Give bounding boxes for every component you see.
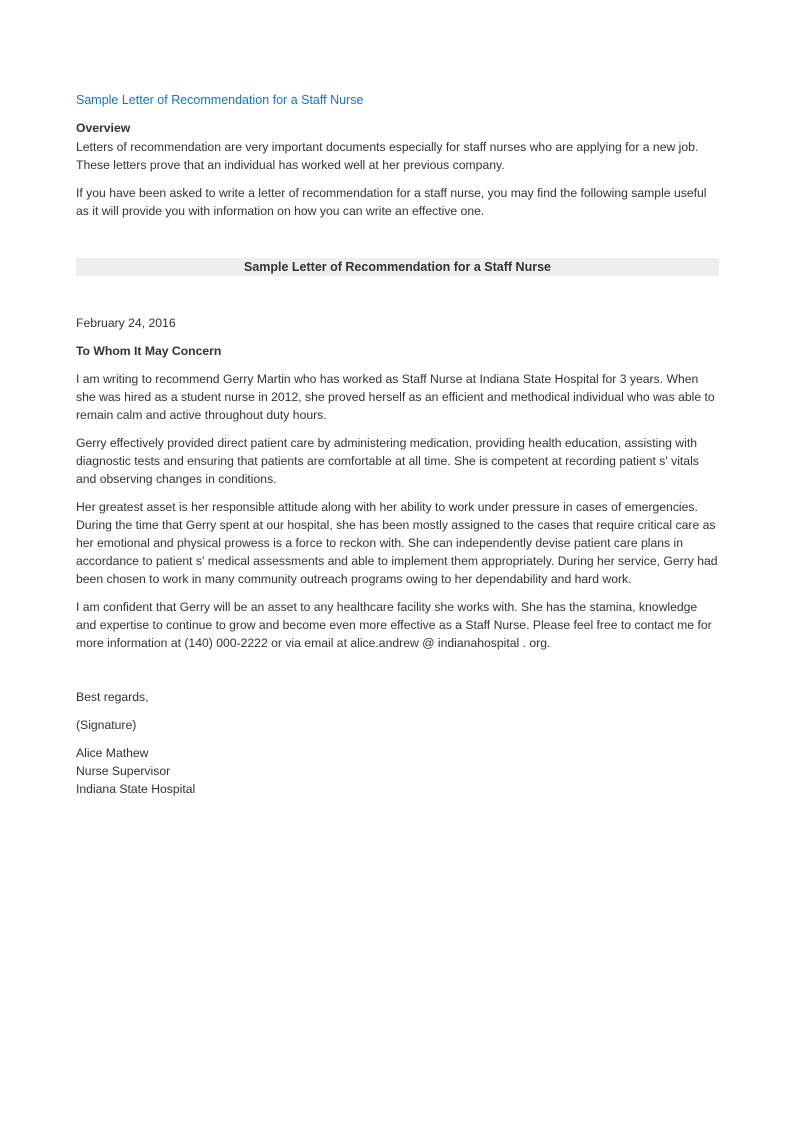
overview-paragraph-2: If you have been asked to write a letter of recommendation for a staff nurse, you may find the following sample useful as it will provide you with information on how you can write an effective one. xyxy=(76,186,707,218)
letter-signature: (Signature) xyxy=(76,718,137,732)
sender-block xyxy=(76,744,719,798)
letter-banner: Sample Letter of Recommendation for a Staff Nurse xyxy=(76,258,719,276)
overview-paragraph-1: Letters of recommendation are very important documents especially for staff nurses who are applying for a new job. These letters prove that an individual has worked well at her previous company. xyxy=(76,140,699,172)
document-title: Sample Letter of Recommendation for a Staff Nurse xyxy=(76,93,364,107)
letter-paragraph-2: Gerry effectively provided direct patient care by administering medication, providing health education, assisting with diagnostic tests and ensuring that patients are comfortable at all time. She is competent at recording patient s' vitals and observing changes in conditions. xyxy=(76,436,699,486)
letter-closing: Best regards, xyxy=(76,690,149,704)
sender-position: Nurse Supervisor xyxy=(76,764,171,778)
letter-paragraph-3: Her greatest asset is her responsible attitude along with her ability to work under pressure in cases of emergencies. During the time that Gerry spent at our hospital, she has been mostly assigned to the cases that require critical care as her emotional and physical prowess is a force to reckon with. She can independently devise patient care plans in accordance to patient s' medical assessments and able to implement them appropriately. During her service, Gerry had been chosen to work in many community outreach programs owing to her dependability and hard work. xyxy=(76,500,718,586)
letter-paragraph-4: I am confident that Gerry will be an asset to any healthcare facility she works with. She has the stamina, knowledge and expertise to continue to grow and become even more effective as a Staff Nurse. Please feel free to contact me for more information at (140) 000-2222 or via email at alice.andrew @ indianahospital . org. xyxy=(76,600,712,650)
overview-heading: Overview xyxy=(76,121,131,135)
letter-paragraph-1: I am writing to recommend Gerry Martin who has worked as Staff Nurse at Indiana State Hospital for 3 years. When she was hired as a student nurse in 2012, she proved herself as an efficient and methodical individual who was able to remain calm and active throughout duty hours. xyxy=(76,372,715,422)
sender-name: Alice Mathew xyxy=(76,746,149,760)
letter-date: February 24, 2016 xyxy=(76,316,176,330)
sender-organization: Indiana State Hospital xyxy=(76,782,196,796)
letter-salutation: To Whom It May Concern xyxy=(76,344,222,358)
